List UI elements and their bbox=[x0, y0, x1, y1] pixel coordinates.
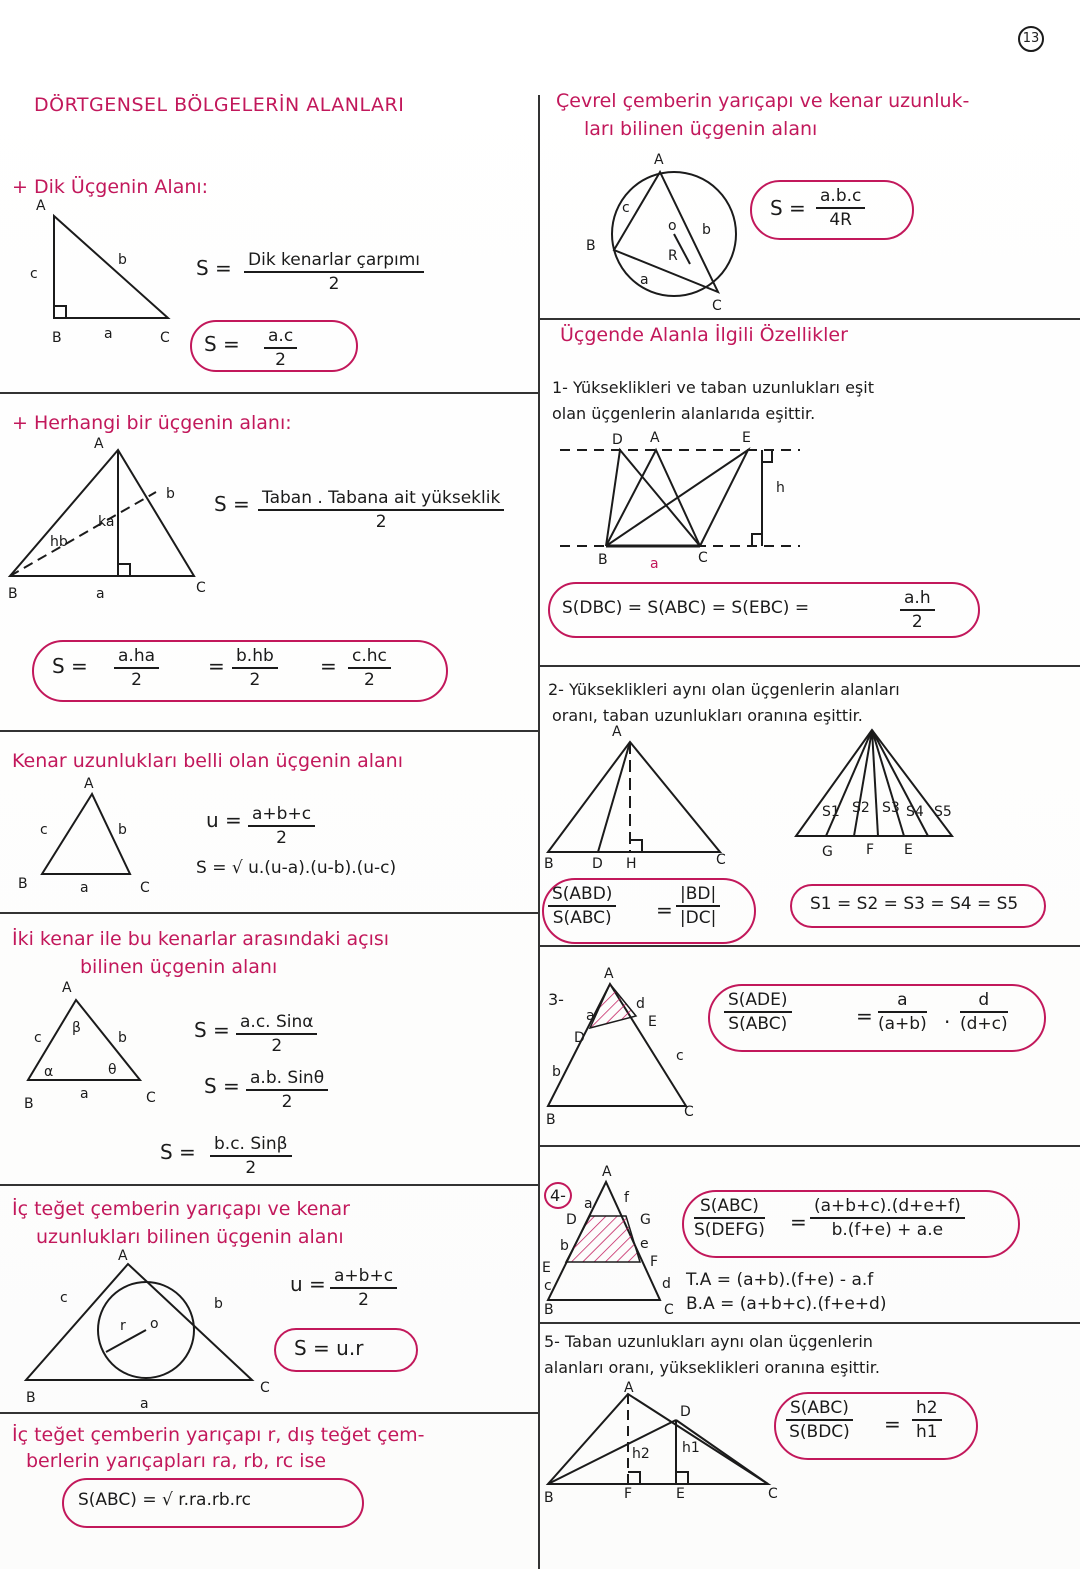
label-c: c bbox=[40, 822, 48, 838]
label-f: f bbox=[624, 1190, 629, 1206]
label-H: H bbox=[626, 856, 637, 872]
label-D: D bbox=[592, 856, 603, 872]
label-C: C bbox=[698, 550, 708, 566]
label-B: B bbox=[26, 1390, 36, 1406]
boxed-lhs-1: S = bbox=[52, 654, 88, 678]
label-D: D bbox=[566, 1212, 577, 1228]
sin-formula-1-denominator: 2 bbox=[271, 1036, 283, 1056]
item5-line1: 5- Taban uzunlukları aynı olan üçgenlerin bbox=[544, 1332, 873, 1351]
label-D: D bbox=[612, 432, 623, 448]
item3-lhs-numerator: S(ADE) bbox=[724, 990, 792, 1013]
sin-formula-2-denominator: 2 bbox=[281, 1092, 293, 1112]
label-S1: S1 bbox=[822, 804, 840, 820]
label-a: a bbox=[80, 880, 89, 896]
label-B: B bbox=[18, 876, 28, 892]
item3-equals: = bbox=[856, 1004, 873, 1028]
label-C: C bbox=[196, 580, 206, 596]
label-A: A bbox=[612, 724, 622, 740]
boxed-numerator: b.hb bbox=[232, 646, 278, 669]
label-C: C bbox=[664, 1302, 674, 1318]
label-d: d bbox=[636, 996, 645, 1012]
label-A: A bbox=[36, 198, 46, 214]
label-theta: θ bbox=[108, 1062, 117, 1078]
item1-line2: olan üçgenlerin alanlarıda eşittir. bbox=[552, 404, 816, 423]
item5-equals: = bbox=[884, 1412, 901, 1436]
label-a: a bbox=[584, 1196, 593, 1212]
label-a: a bbox=[104, 326, 113, 342]
item5-rhs-denominator: h1 bbox=[916, 1422, 938, 1442]
boxed-lhs: S = bbox=[204, 332, 240, 356]
boxed-denominator: 2 bbox=[275, 350, 286, 370]
label-A: A bbox=[604, 966, 614, 982]
incircle-heading-line1: İç teğet çemberin yarıçapı ve kenar bbox=[12, 1198, 350, 1220]
label-d: d bbox=[662, 1276, 671, 1292]
label-e: e bbox=[640, 1236, 649, 1252]
label-E: E bbox=[648, 1014, 657, 1030]
item5-rhs-fraction bbox=[912, 1398, 942, 1442]
label-A: A bbox=[602, 1164, 612, 1180]
label-c: c bbox=[676, 1048, 684, 1064]
label-E: E bbox=[676, 1486, 685, 1502]
ratio-rhs-numerator: |BD| bbox=[676, 884, 720, 907]
label-c: c bbox=[30, 266, 38, 282]
excircle-heading-line1: İç teğet çemberin yarıçapı r, dış teğet çem- bbox=[12, 1424, 425, 1446]
label-b: b bbox=[552, 1064, 561, 1080]
label-D: D bbox=[680, 1404, 691, 1420]
heron-formula: S = √ u.(u-a).(u-b).(u-c) bbox=[196, 858, 397, 878]
label-c: c bbox=[622, 200, 630, 216]
item3-r1-numerator: a bbox=[878, 990, 927, 1013]
sin-formula-2-lhs: S = bbox=[204, 1074, 240, 1098]
label-h2: h2 bbox=[632, 1446, 650, 1462]
label-F: F bbox=[624, 1486, 633, 1502]
label-E: E bbox=[904, 842, 913, 858]
sin-formula-1-numerator: a.c. Sinα bbox=[236, 1012, 317, 1035]
label-b: b bbox=[166, 486, 175, 502]
item3-lhs-denominator: S(ABC) bbox=[728, 1014, 788, 1034]
u-lhs: u = bbox=[206, 808, 242, 832]
label-G: G bbox=[822, 844, 833, 860]
label-B: B bbox=[8, 586, 18, 602]
label-B: B bbox=[544, 1490, 554, 1506]
label-C: C bbox=[712, 298, 722, 314]
item3-r2-denominator: (d+c) bbox=[960, 1014, 1008, 1034]
item4-number: 4- bbox=[544, 1182, 572, 1209]
circumcircle-heading-line2: ları bilinen üçgenin alanı bbox=[584, 118, 818, 140]
label-S3: S3 bbox=[882, 800, 900, 816]
item5-rhs-numerator: h2 bbox=[912, 1398, 942, 1421]
label-B: B bbox=[546, 1112, 556, 1128]
item3-dot: . bbox=[944, 1004, 951, 1028]
item4-rhs-numerator: (a+b+c).(d+e+f) bbox=[810, 1196, 965, 1219]
label-o: o bbox=[668, 218, 677, 234]
formula-numerator: Taban . Tabana ait yükseklik bbox=[258, 488, 504, 511]
label-F: F bbox=[650, 1254, 659, 1270]
label-b: b bbox=[214, 1296, 223, 1312]
label-S2: S2 bbox=[852, 800, 870, 816]
sin-formula-3-denominator: 2 bbox=[245, 1158, 257, 1178]
item3-number: 3- bbox=[548, 990, 564, 1009]
sin-formula-1-lhs: S = bbox=[194, 1018, 230, 1042]
boxed-numerator: c.hc bbox=[348, 646, 391, 669]
label-h: h bbox=[776, 480, 785, 496]
item5-lhs-numerator: S(ABC) bbox=[786, 1398, 853, 1421]
label-alpha: α bbox=[44, 1064, 54, 1080]
boxed-lhs: S = bbox=[770, 196, 806, 220]
excircle-heading-line2: berlerin yarıçapları ra, rb, rc ise bbox=[26, 1450, 327, 1472]
label-C: C bbox=[146, 1090, 156, 1106]
label-A: A bbox=[84, 776, 94, 792]
label-B: B bbox=[52, 330, 62, 346]
label-a: a bbox=[640, 272, 649, 288]
item1-line1: 1- Yükseklikleri ve taban uzunlukları eşit bbox=[552, 378, 874, 397]
label-A: A bbox=[62, 980, 72, 996]
label-a: a bbox=[96, 586, 105, 602]
boxed-numerator: a.ha bbox=[114, 646, 159, 669]
label-beta: β bbox=[72, 1020, 81, 1036]
u-numerator: a+b+c bbox=[330, 1266, 397, 1289]
boxed-denominator: 2 bbox=[911, 612, 923, 632]
label-F: F bbox=[866, 842, 875, 858]
label-h1: h1 bbox=[682, 1440, 700, 1456]
formula-numerator: Dik kenarlar çarpımı bbox=[244, 250, 424, 273]
ratio-equals: = bbox=[656, 898, 673, 922]
boxed-lhs-2: = bbox=[208, 654, 225, 678]
sin-formula-3-lhs: S = bbox=[160, 1140, 196, 1164]
label-b: b bbox=[118, 252, 127, 268]
label-ka: ka bbox=[98, 514, 115, 530]
item4-lhs-denominator: S(DEFG) bbox=[694, 1220, 765, 1240]
boxed-excircle-formula: S(ABC) = √ r.ra.rb.rc bbox=[78, 1490, 251, 1510]
item5-lhs-denominator: S(BDC) bbox=[789, 1422, 850, 1442]
label-A: A bbox=[650, 430, 660, 446]
label-b: b bbox=[702, 222, 711, 238]
formula-lhs: S = bbox=[214, 492, 250, 516]
label-a: a bbox=[140, 1396, 149, 1412]
label-C: C bbox=[768, 1486, 778, 1502]
item5-lhs-fraction bbox=[786, 1398, 853, 1442]
boxed-incircle-formula: S = u.r bbox=[294, 1336, 364, 1360]
label-A: A bbox=[94, 436, 104, 452]
u-denominator: 2 bbox=[358, 1290, 369, 1310]
label-c: c bbox=[34, 1030, 42, 1046]
item3-r2-numerator: d bbox=[960, 990, 1008, 1013]
label-A: A bbox=[654, 152, 664, 168]
properties-heading: Üçgende Alanla İlgili Özellikler bbox=[560, 324, 848, 346]
label-B: B bbox=[544, 856, 554, 872]
sin-formula-3-numerator: b.c. Sinβ bbox=[210, 1134, 292, 1157]
sin-heading-line2: bilinen üçgenin alanı bbox=[80, 956, 278, 978]
ratio-denominator: S(ABC) bbox=[552, 908, 612, 928]
label-B: B bbox=[544, 1302, 554, 1318]
label-o: o bbox=[150, 1316, 159, 1332]
label-A: A bbox=[118, 1248, 128, 1264]
item4-rhs-denominator: b.(f+e) + a.e bbox=[831, 1220, 944, 1240]
formula-denominator: 2 bbox=[375, 512, 387, 532]
label-B: B bbox=[586, 238, 596, 254]
label-C: C bbox=[684, 1104, 694, 1120]
label-B: B bbox=[598, 552, 608, 568]
label-E: E bbox=[542, 1260, 551, 1276]
boxed-numerator: a.h bbox=[900, 588, 935, 611]
label-b: b bbox=[560, 1238, 569, 1254]
label-hb: hb bbox=[50, 534, 68, 550]
page-title: DÖRTGENSEL BÖLGELERİN ALANLARI bbox=[34, 94, 405, 116]
label-a: a bbox=[80, 1086, 89, 1102]
formula-denominator: 2 bbox=[328, 274, 340, 294]
label-C: C bbox=[716, 852, 726, 868]
item3-r1-denominator: (a+b) bbox=[878, 1014, 927, 1034]
label-A: A bbox=[624, 1380, 634, 1396]
boxed-numerator: a.b.c bbox=[816, 186, 865, 209]
u-denominator: 2 bbox=[276, 828, 287, 848]
item4-note2: B.A = (a+b+c).(f+e+d) bbox=[686, 1294, 887, 1314]
boxed-denominator: 4R bbox=[829, 210, 852, 230]
label-c: c bbox=[544, 1278, 552, 1294]
label-a: a bbox=[586, 1008, 595, 1024]
label-S4: S4 bbox=[906, 804, 924, 820]
ratio-numerator: S(ABD) bbox=[548, 884, 616, 907]
label-S5: S5 bbox=[934, 804, 952, 820]
item4-lhs-numerator: S(ABC) bbox=[694, 1196, 765, 1219]
boxed-denominator: 2 bbox=[249, 670, 261, 690]
label-D: D bbox=[574, 1030, 585, 1046]
label-r: r bbox=[120, 1318, 126, 1334]
any-triangle-heading: + Herhangi bir üçgenin alanı: bbox=[12, 412, 292, 434]
label-E: E bbox=[742, 430, 751, 446]
sin-heading-line1: İki kenar ile bu kenarlar arasındaki açısı bbox=[12, 928, 390, 950]
incircle-heading-line2: uzunlukları bilinen üçgenin alanı bbox=[36, 1226, 344, 1248]
boxed-denominator: 2 bbox=[364, 670, 375, 690]
item2-line1: 2- Yükseklikleri aynı olan üçgenlerin alanları bbox=[548, 680, 900, 699]
label-C: C bbox=[160, 330, 170, 346]
boxed-denominator: 2 bbox=[131, 670, 142, 690]
page-number: 13 bbox=[1018, 26, 1044, 52]
heron-heading: Kenar uzunlukları belli olan üçgenin alanı bbox=[12, 750, 403, 772]
u-lhs: u = bbox=[290, 1272, 326, 1296]
boxed-lhs: S(DBC) = S(ABC) = S(EBC) = bbox=[562, 598, 810, 618]
item4-equals: = bbox=[790, 1210, 807, 1234]
label-c: c bbox=[60, 1290, 68, 1306]
sin-formula-2-numerator: a.b. Sinθ bbox=[246, 1068, 328, 1091]
right-triangle-heading: + Dik Üçgenin Alanı: bbox=[12, 176, 209, 198]
label-a: a bbox=[650, 556, 659, 572]
label-b: b bbox=[118, 822, 127, 838]
label-b: b bbox=[118, 1030, 127, 1046]
label-R: R bbox=[668, 248, 678, 264]
label-C: C bbox=[140, 880, 150, 896]
equal-areas-formula: S1 = S2 = S3 = S4 = S5 bbox=[810, 894, 1019, 914]
item5-line2: alanları oranı, yükseklikleri oranına eşittir. bbox=[544, 1358, 880, 1377]
item4-note1: T.A = (a+b).(f+e) - a.f bbox=[686, 1270, 874, 1290]
formula-lhs: S = bbox=[196, 256, 232, 280]
boxed-lhs-3: = bbox=[320, 654, 337, 678]
item2-line2: oranı, taban uzunlukları oranına eşittir. bbox=[552, 706, 863, 725]
u-numerator: a+b+c bbox=[248, 804, 315, 827]
circumcircle-heading-line1: Çevrel çemberin yarıçapı ve kenar uzunluk- bbox=[556, 90, 970, 112]
label-C: C bbox=[260, 1380, 270, 1396]
label-G: G bbox=[640, 1212, 651, 1228]
label-B: B bbox=[24, 1096, 34, 1112]
boxed-numerator: a.c bbox=[264, 326, 297, 349]
ratio-rhs-denominator: |DC| bbox=[679, 908, 717, 928]
